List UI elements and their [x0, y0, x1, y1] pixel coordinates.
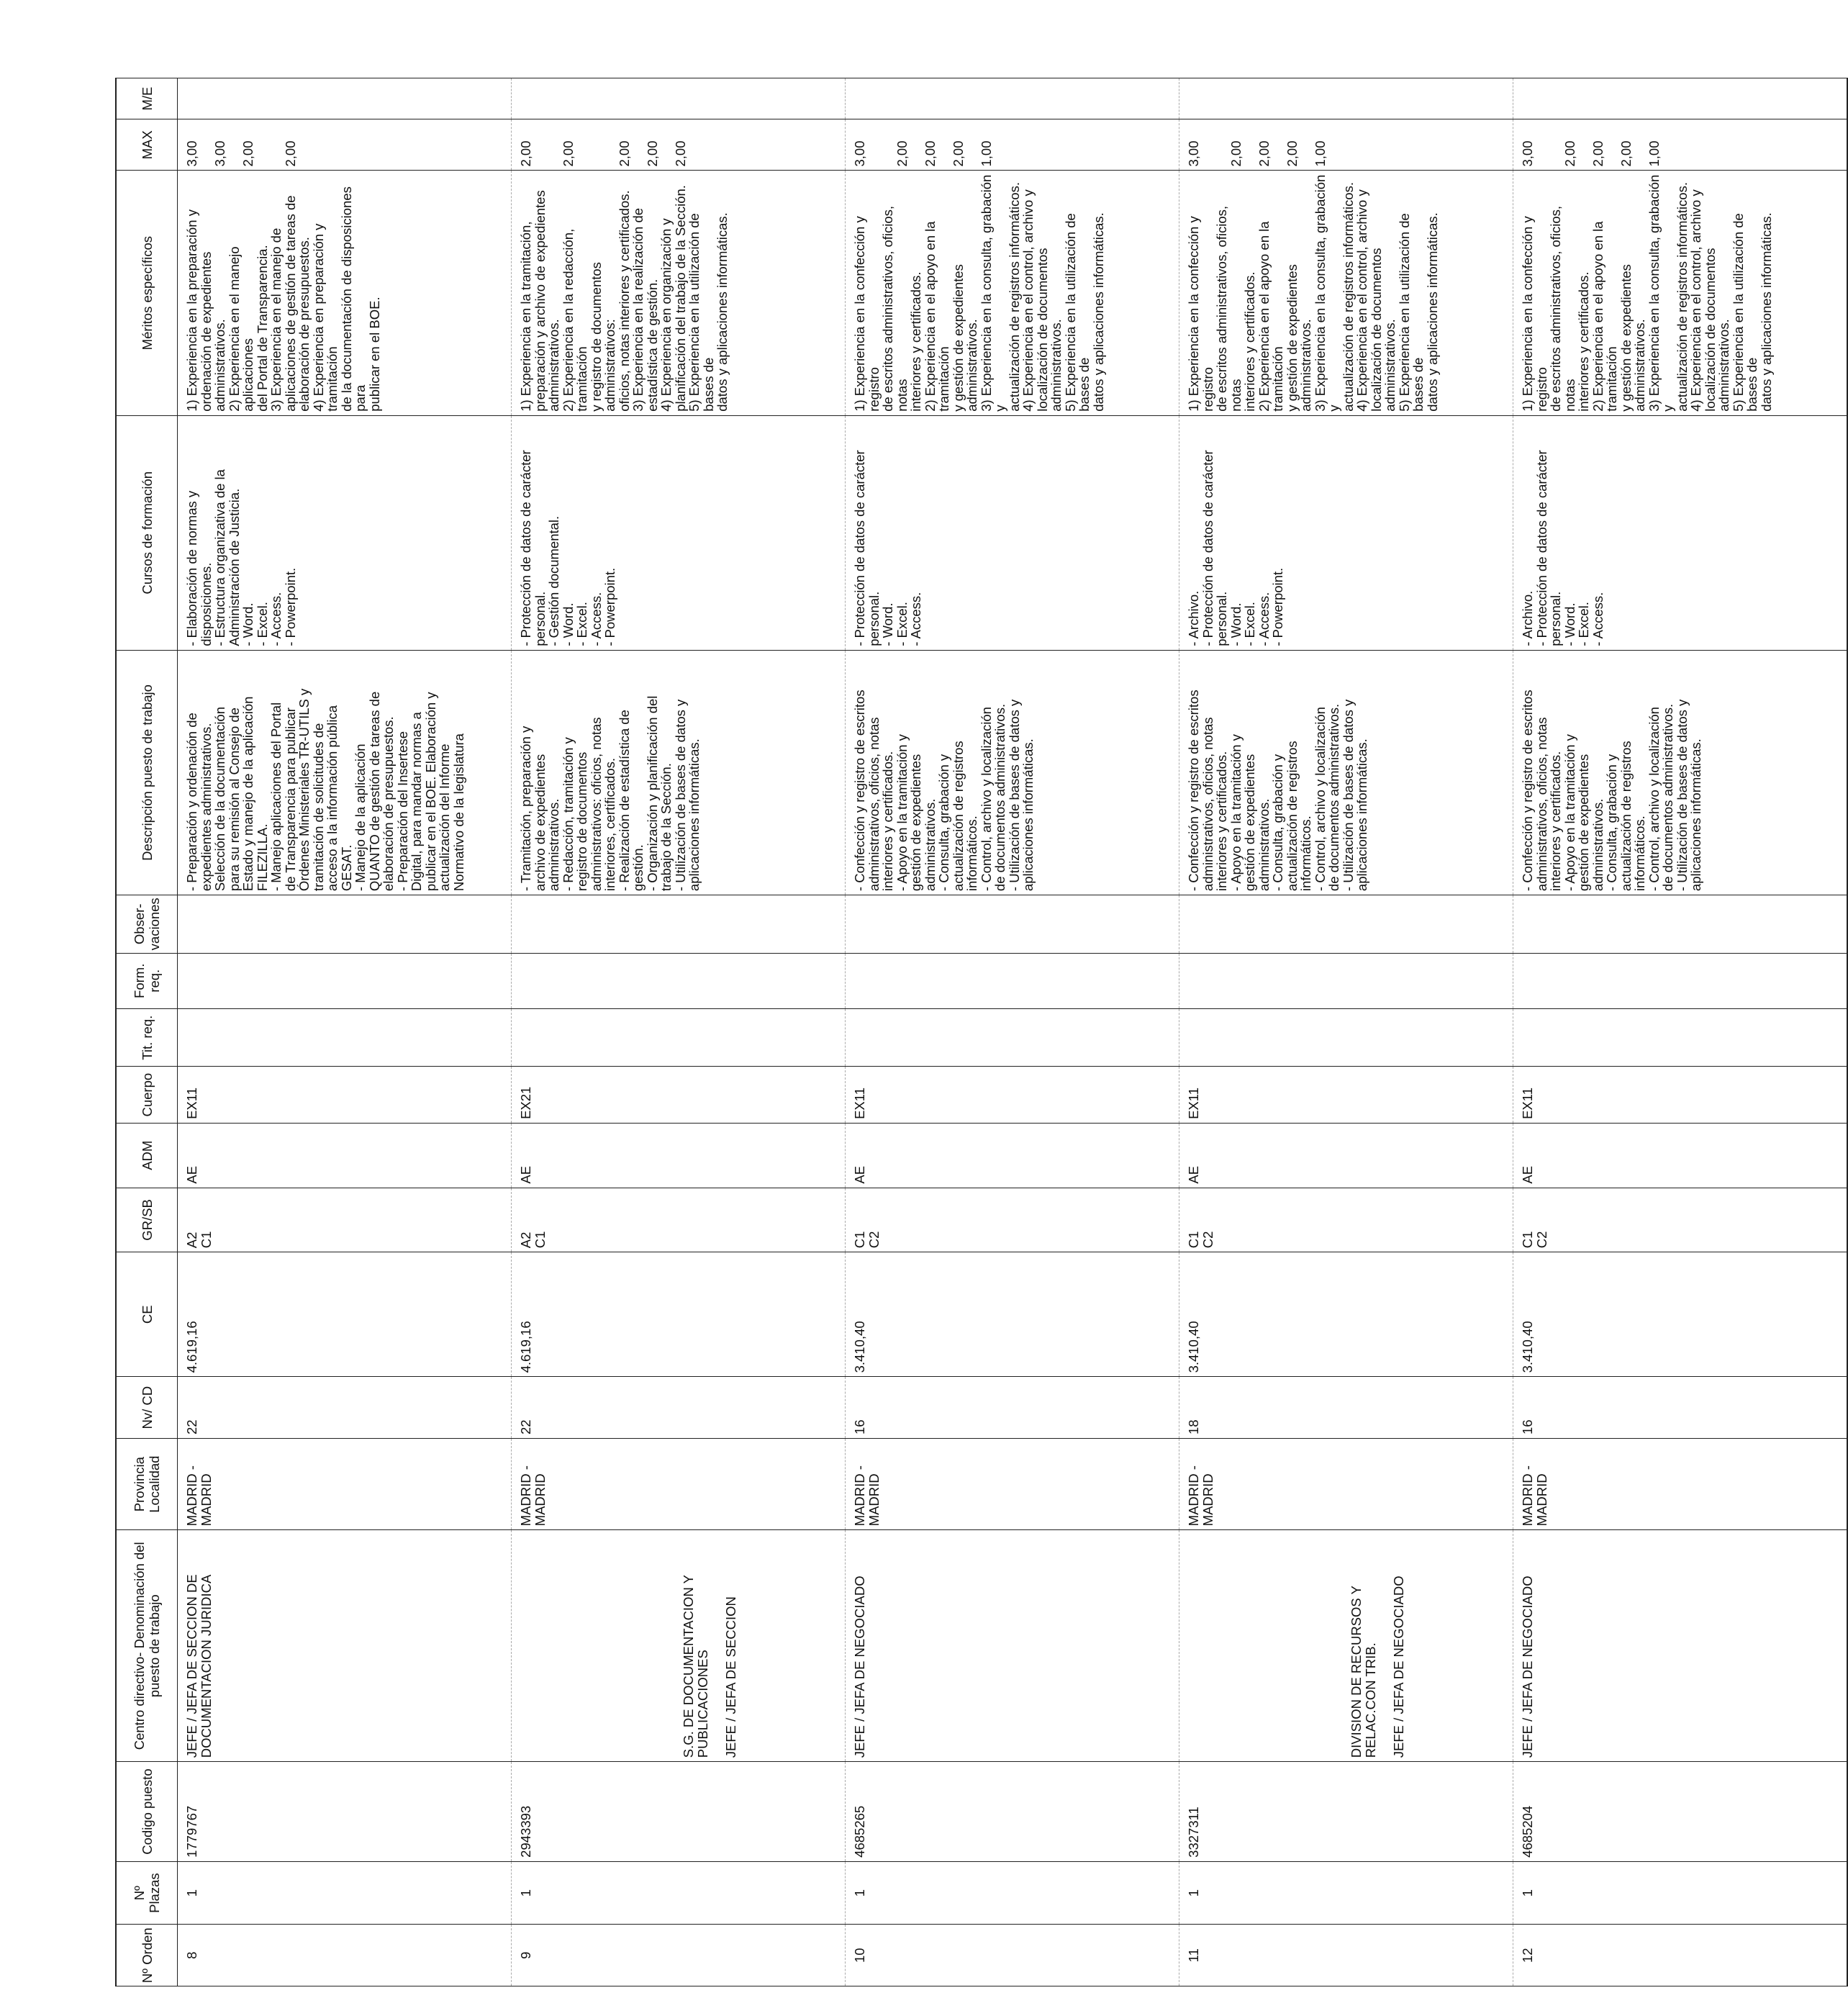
cuerpo-cell: EX11 — [178, 1067, 512, 1123]
header-adm: ADM — [116, 1123, 178, 1188]
puesto-name: JEFE / JEFA DE SECCION — [723, 1596, 738, 1758]
header-provincia: Provincia Localidad — [116, 1438, 178, 1529]
centro-cell — [1179, 1530, 1513, 1762]
header-obs: Obser- vaciones — [116, 895, 178, 953]
header-form: Form. req. — [116, 953, 178, 1008]
orden-cell: 12 — [1513, 1925, 1848, 1986]
grupo-cell: A2 C1 — [512, 1188, 846, 1252]
adm-cell: AE — [1179, 1123, 1513, 1188]
ce-cell: 3.410,40 — [1513, 1252, 1848, 1377]
obs-cell — [1179, 895, 1513, 953]
cuerpo-cell: EX21 — [512, 1067, 846, 1123]
orden-cell: 11 — [1179, 1925, 1513, 1986]
meritos-cell: 1) Experiencia en la preparación y ordenación de expedientes administrativos. 2) Experiencia en el manejo aplicaciones del Portal de Transparencia. 3) Experiencia en el manejo de aplicaciones de gestión de tareas de elaboración de presupuestos. 4) Experiencia en preparación y tramitación de la documentación de disposiciones para publicar en el BOE. — [178, 171, 512, 415]
descripcion-cell: - Confección y registro de escritos administrativos, oficios, notas interiores y certificados. - Apoyo en la tramitación y gestión de expedientes administrativos. - Consulta, grabación y actualización de registros informáticos. - Control, archivo y localización de documentos administrativos. - Utilización de bases de datos y aplicaciones informáticas. — [846, 650, 1179, 895]
header-cuerpo: Cuerpo — [116, 1067, 178, 1123]
cursos-cell: - Protección de datos de carácter personal. - Gestión documental. - Word. - Excel. - Access. - Powerpoint. — [512, 415, 846, 650]
form-cell — [512, 953, 846, 1008]
grupo-cell: C1 C2 — [1513, 1188, 1848, 1252]
header-plazas: Nº Plazas — [116, 1861, 178, 1925]
me-cell — [846, 78, 1179, 119]
centro-cell — [178, 1530, 512, 1762]
puesto-name: JEFE / JEFA DE SECCION DE DOCUMENTACION JURIDICA — [184, 1574, 214, 1758]
tit-cell — [512, 1008, 846, 1066]
adm-cell: AE — [1513, 1123, 1848, 1188]
orden-cell: 10 — [846, 1925, 1179, 1986]
obs-cell — [178, 895, 512, 953]
puesto-name: JEFE / JEFA DE NEGOCIADO — [1390, 1576, 1406, 1758]
max-cell: 3,00 3,00 2,00 2,00 — [178, 119, 512, 171]
provincia-cell: MADRID - MADRID — [512, 1438, 846, 1529]
header-me: M/E — [116, 78, 178, 119]
orden-cell: 9 — [512, 1925, 846, 1986]
orden-cell: 8 — [178, 1925, 512, 1986]
header-codigo: Codigo puesto — [116, 1762, 178, 1862]
nivel-cell: 16 — [1513, 1377, 1848, 1439]
header-max: MAX — [116, 119, 178, 171]
me-cell — [178, 78, 512, 119]
max-cell: 3,00 2,00 2,00 2,00 1,00 — [1513, 119, 1848, 171]
header-cursos: Cursos de formación — [116, 415, 178, 650]
cuerpo-cell: EX11 — [1179, 1067, 1513, 1123]
form-cell — [1513, 953, 1848, 1008]
cuerpo-cell: EX11 — [1513, 1067, 1848, 1123]
nivel-cell: 22 — [512, 1377, 846, 1439]
meritos-cell: 1) Experiencia en la confección y registro de escritos administrativos, oficios, notas interiores y certificados. 2) Experiencia en el apoyo en la tramitación y gestión de expedientes administrativos. 3) Experiencia en la consulta, grabación y actualización de registros informáticos. 4) Experiencia en el control, archivo y localización de documentos administrativos. 5) Experiencia en la utilización de bases de datos y aplicaciones informáticas. — [1179, 171, 1513, 415]
table-row — [1513, 78, 1848, 1986]
form-cell — [846, 953, 1179, 1008]
centro-cell — [512, 1530, 846, 1762]
header-meritos: Méritos específicos — [116, 171, 178, 415]
nivel-cell: 22 — [178, 1377, 512, 1439]
tit-cell — [846, 1008, 1179, 1066]
obs-cell — [512, 895, 846, 953]
table-row — [178, 78, 512, 1986]
nivel-cell: 18 — [1179, 1377, 1513, 1439]
plazas-cell: 1 — [1179, 1861, 1513, 1925]
descripcion-cell: - Confección y registro de escritos administrativos, oficios, notas interiores y certificados. - Apoyo en la tramitación y gestión de expedientes administrativos. - Consulta, grabación y actualización de registros informáticos. - Control, archivo y localización de documentos administrativos. - Utilización de bases de datos y aplicaciones informáticas. — [1179, 650, 1513, 895]
codigo-cell: 4685204 — [1513, 1762, 1848, 1862]
ce-cell: 3.410,40 — [846, 1252, 1179, 1377]
ce-cell: 4.619,16 — [178, 1252, 512, 1377]
table-header-row — [116, 78, 178, 1986]
obs-cell — [846, 895, 1179, 953]
codigo-cell: 4685265 — [846, 1762, 1179, 1862]
nivel-cell: 16 — [846, 1377, 1179, 1439]
table-row — [846, 78, 1179, 1986]
cursos-cell: - Archivo. - Protección de datos de carácter personal. - Word. - Excel. - Access. — [1513, 415, 1848, 650]
plazas-cell: 1 — [178, 1861, 512, 1925]
provincia-cell: MADRID - MADRID — [846, 1438, 1179, 1529]
header-nivel: Nv/ CD — [116, 1377, 178, 1439]
me-cell — [1513, 78, 1848, 119]
header-ce: CE — [116, 1252, 178, 1377]
plazas-cell: 1 — [846, 1861, 1179, 1925]
header-centro: Centro directivo- Denominación del puesto de trabajo — [116, 1530, 178, 1762]
centro-cell — [846, 1530, 1179, 1762]
plazas-cell: 1 — [512, 1861, 846, 1925]
ce-cell: 4.619,16 — [512, 1252, 846, 1377]
header-orden: Nº Orden — [116, 1925, 178, 1986]
grupo-cell: A2 C1 — [178, 1188, 512, 1252]
ce-cell: 3.410,40 — [1179, 1252, 1513, 1377]
grupo-cell: C1 C2 — [846, 1188, 1179, 1252]
job-positions-table — [115, 78, 1848, 1986]
provincia-cell: MADRID - MADRID — [1513, 1438, 1848, 1529]
grupo-cell: C1 C2 — [1179, 1188, 1513, 1252]
codigo-cell: 3327311 — [1179, 1762, 1513, 1862]
cursos-cell: - Elaboración de normas y disposiciones. - Estructura organizativa de la Administración de Justicia. - Word. - Excel. - Access. - Powerpoint. — [178, 415, 512, 650]
provincia-cell: MADRID - MADRID — [178, 1438, 512, 1529]
cuerpo-cell: EX11 — [846, 1067, 1179, 1123]
plazas-cell: 1 — [1513, 1861, 1848, 1925]
tit-cell — [178, 1008, 512, 1066]
centro-cell — [1513, 1530, 1848, 1762]
codigo-cell: 1779767 — [178, 1762, 512, 1862]
header-descripcion: Descripción puesto de trabajo — [116, 650, 178, 895]
rotated-table-container — [115, 78, 1774, 1986]
puesto-name: JEFE / JEFA DE NEGOCIADO — [1520, 1576, 1535, 1758]
header-grupo: GR/SB — [116, 1188, 178, 1252]
tit-cell — [1179, 1008, 1513, 1066]
max-cell: 3,00 2,00 2,00 2,00 1,00 — [846, 119, 1179, 171]
form-cell — [1179, 953, 1513, 1008]
cursos-cell: - Archivo. - Protección de datos de carácter personal. - Word. - Excel. - Access. - Powerpoint. — [1179, 415, 1513, 650]
descripcion-cell: - Confección y registro de escritos administrativos, oficios, notas interiores y certificados. - Apoyo en la tramitación y gestión de expedientes administrativos. - Consulta, grabación y actualización de registros informáticos. - Control, archivo y localización de documentos administrativos. - Utilización de bases de datos y aplicaciones informáticas. — [1513, 650, 1848, 895]
obs-cell — [1513, 895, 1848, 953]
meritos-cell: 1) Experiencia en la tramitación, preparación y archivo de expedientes administrativos. 2) Experiencia en la redacción, tramitación y registro de documentos administrativos: oficios, notas interiores y certificados. 3) Experiencia en la realización de estadística de gestión. 4) Experiencia en organización y planificación del trabajo de la Sección. 5) Experiencia en la utilización de bases de datos y aplicaciones informáticas. — [512, 171, 846, 415]
max-cell: 3,00 2,00 2,00 2,00 1,00 — [1179, 119, 1513, 171]
header-tit: Tit. req. — [116, 1008, 178, 1066]
table-row — [512, 78, 846, 1986]
meritos-cell: 1) Experiencia en la confección y registro de escritos administrativos, oficios, notas interiores y certificados. 2) Experiencia en el apoyo en la tramitación y gestión de expedientes administrativos. 3) Experiencia en la consulta, grabación y actualización de registros informáticos. 4) Experiencia en el control, archivo y localización de documentos administrativos. 5) Experiencia en la utilización de bases de datos y aplicaciones informáticas. — [1513, 171, 1848, 415]
me-cell — [512, 78, 846, 119]
me-cell — [1179, 78, 1513, 119]
cursos-cell: - Protección de datos de carácter personal. - Word. - Excel. - Access. — [846, 415, 1179, 650]
descripcion-cell: - Preparación y ordenación de expedientes administrativos. Selección de la documentación para su remisión al Consejo de Estado y manejo de la aplicación FILEZILLA. - Manejo aplicaciones del Portal de Transparencia para publicar Órdenes Ministeriales TR-UTILS y tramitación de solicitudes de acceso a la información pública GESAT. - Manejo de la aplicación QUANTO de gestión de tareas de elaboración de presupuestos. - Preparación del Insertese Digital, para mandar normas a publicar en el BOE. Elaboración y actualización del Informe Normativo de la legislatura — [178, 650, 512, 895]
descripcion-cell: - Tramitación, preparación y archivo de expedientes administrativos. - Redacción, tramitación y registro de documentos administrativos: oficios, notas interiores, certificados. - Realización de estadística de gestión. - Organización y planificación del trabajo de la Sección. - Utilización de bases de datos y aplicaciones informáticas. — [512, 650, 846, 895]
meritos-cell: 1) Experiencia en la confección y registro de escritos administrativos, oficios, notas interiores y certificados. 2) Experiencia en el apoyo en la tramitación y gestión de expedientes administrativos. 3) Experiencia en la consulta, grabación y actualización de registros informáticos. 4) Experiencia en el control, archivo y localización de documentos administrativos. 5) Experiencia en la utilización de bases de datos y aplicaciones informáticas. — [846, 171, 1179, 415]
adm-cell: AE — [178, 1123, 512, 1188]
puesto-name: JEFE / JEFA DE NEGOCIADO — [852, 1576, 867, 1758]
codigo-cell: 2943393 — [512, 1762, 846, 1862]
centro-section: DIVISION DE RECURSOS Y RELAC.CON TRIB. — [1349, 1586, 1378, 1758]
tit-cell — [1513, 1008, 1848, 1066]
provincia-cell: MADRID - MADRID — [1179, 1438, 1513, 1529]
form-cell — [178, 953, 512, 1008]
table-row — [1179, 78, 1513, 1986]
adm-cell: AE — [512, 1123, 846, 1188]
adm-cell: AE — [846, 1123, 1179, 1188]
max-cell: 2,00 2,00 2,00 2,00 2,00 — [512, 119, 846, 171]
centro-section: S.G. DE DOCUMENTACION Y PUBLICACIONES — [681, 1575, 710, 1758]
